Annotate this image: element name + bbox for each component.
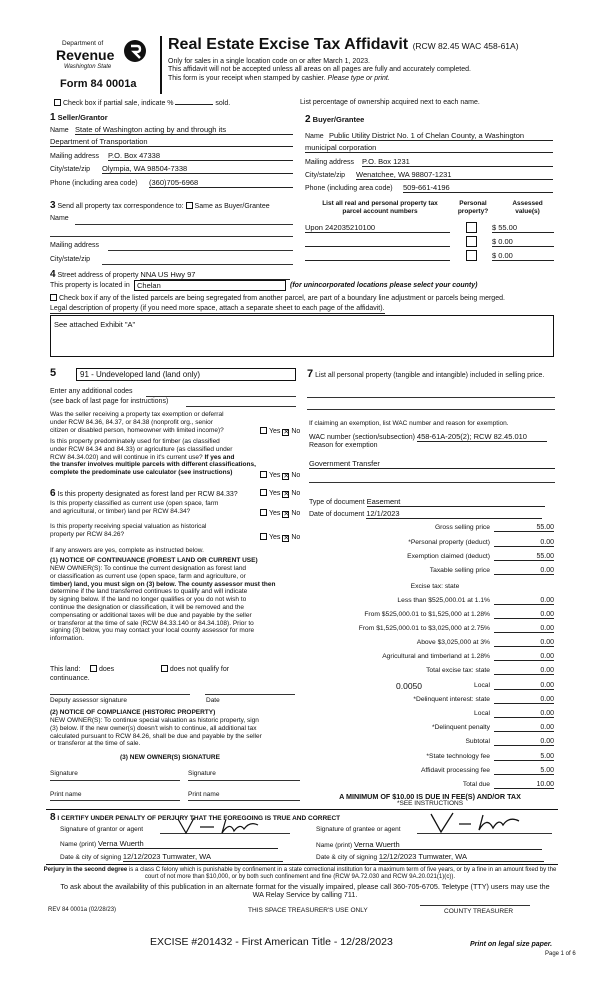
street-address-label: Street address of property — [57, 272, 139, 279]
doc-type-field[interactable]: Easement — [367, 497, 545, 507]
section5-q1-no-label: No — [291, 428, 301, 435]
notice3-title: (3) NEW OWNER(S) SIGNATURE — [120, 754, 220, 761]
section6-q3-answer — [260, 533, 300, 542]
grantor-date-label: Date & city of signing — [60, 854, 122, 861]
seller-name-line2[interactable]: Department of Transportation — [50, 137, 293, 147]
buyer-address-label: Mailing address — [305, 159, 355, 166]
deputy-signature-line[interactable] — [50, 694, 190, 695]
doc-date-row — [309, 509, 542, 519]
section6-q2-yes-checkbox[interactable] — [260, 509, 267, 516]
statute-text: (RCW 82.45 WAC 458-61A) — [412, 41, 519, 51]
fee-amount[interactable]: 0.00 — [494, 724, 554, 732]
land-does-not-checkbox[interactable] — [161, 665, 168, 672]
this-land-row — [50, 665, 229, 674]
additional-codes-note: (see back of last page for instructions) — [50, 398, 169, 405]
parcels-header-col3-a: Assessed — [512, 200, 543, 207]
header-note2: This affidavit will not be accepted unless all areas on all pages are fully and accurately completed. — [168, 66, 471, 74]
fee-label: Exemption claimed (deduct) — [407, 553, 490, 560]
additional-codes-label: Enter any additional codes — [50, 388, 133, 395]
section5-q1 — [50, 411, 280, 434]
grantor-name-row — [60, 839, 278, 849]
seller-address-label: Mailing address — [50, 153, 100, 160]
parcels-header-col1-b: parcel account numbers — [342, 207, 418, 215]
page-number: Page 1 of 6 — [545, 951, 576, 957]
treasurer-space: THIS SPACE TREASURER'S USE ONLY — [248, 907, 368, 914]
fee-amount[interactable]: 5.00 — [494, 753, 554, 761]
section6-q2-answer — [260, 509, 300, 518]
header-note3-b: Please type or print. — [327, 74, 390, 82]
perjury-bold: Perjury in the second degree — [43, 866, 128, 873]
parcel-row-2-value[interactable]: $ 0.00 — [492, 237, 554, 247]
fee-amount[interactable]: 0.00 — [494, 597, 554, 605]
parcels-header-col2-b: property? — [457, 207, 489, 215]
this-land-label: This land: — [50, 666, 81, 673]
fee-amount[interactable]: 55.00 — [494, 553, 554, 561]
fee-label: Subtotal — [465, 738, 490, 745]
section5-q2-answer — [260, 471, 300, 480]
grantor-date-row — [60, 852, 283, 862]
grantee-signature-scribble — [425, 810, 525, 836]
dor-logo — [52, 38, 157, 82]
wac-label: WAC number (section/subsection) — [309, 434, 415, 441]
deputy-signature-label: Deputy assessor signature — [50, 697, 127, 704]
ownership-note: List percentage of ownership acquired next to each name. — [300, 99, 480, 106]
located-in-note: (for unincorporated locations please select your county) — [290, 282, 478, 289]
section3-address-label: Mailing address — [50, 242, 100, 249]
fee-amount[interactable]: 0.00 — [494, 611, 554, 619]
exemption-instructions: If claiming an exemption, list WAC number and reason for exemption. — [309, 420, 509, 427]
parcels-header-col2 — [453, 200, 493, 216]
seller-name-label: Name — [50, 127, 69, 134]
fee-label: Total due — [462, 781, 490, 788]
section5-q2 — [50, 438, 290, 477]
continuance-label: continuance. — [50, 675, 90, 682]
notice2-line: (3) below. If the new owner(s) doesn't wish to continue, all additional tax — [50, 724, 257, 732]
reason-field[interactable]: Government Transfer — [309, 459, 555, 469]
grantor-date-field[interactable]: 12/12/2023 Tumwater, WA — [123, 852, 283, 862]
owner-print-name-label-2: Print name — [188, 791, 220, 798]
section6-q2-a: Is this property classified as current use (open space, farm — [50, 500, 219, 507]
section6-q3-yes-checkbox[interactable] — [260, 533, 267, 540]
section5-q1-yes-checkbox[interactable] — [260, 427, 267, 434]
land-does-not-label: does not qualify for — [169, 666, 230, 673]
section5-q2-b: under RCW 84.34 and 84.33) or agriculture (as classified under — [50, 445, 233, 453]
grantee-date-row — [316, 852, 544, 862]
section3-name-line[interactable] — [75, 224, 293, 225]
agency-line1: Department of — [62, 40, 104, 47]
section6-q3-no-checkbox[interactable]: ✕ — [283, 535, 290, 542]
parcels-header-col3 — [500, 200, 555, 216]
parcel-row-1-number[interactable]: Upon 242035210100 — [305, 223, 450, 233]
deputy-date-line[interactable] — [205, 694, 295, 695]
form-title — [168, 36, 519, 54]
fee-label: Local — [474, 710, 490, 717]
fee-amount[interactable]: 0.00 — [494, 682, 554, 690]
fee-amount[interactable]: 0.00 — [494, 539, 554, 547]
section8-num: 8 — [50, 812, 56, 823]
section6-q2-yes-label: Yes — [269, 510, 281, 517]
section5-q1-yes-label: Yes — [269, 428, 281, 435]
notice2-title: (2) NOTICE OF COMPLIANCE (HISTORIC PROPERTY) — [50, 709, 216, 716]
excise-stamp: EXCISE #201432 - First American Title - 12/28/2023 — [150, 936, 393, 948]
section5-q1-a: Was the seller receiving a property tax exemption or deferral — [50, 411, 224, 418]
section4-num: 4 — [50, 269, 56, 280]
legal-description-label: Legal description of property (if you need more space, attach a separate sheet to each page of the affidavit). — [50, 305, 385, 314]
section6-q2-no-label: No — [291, 510, 301, 517]
grantor-signature-scribble — [170, 815, 265, 837]
fee-label: From $525,000.01 to $1,525,000 at 1.28% — [364, 611, 490, 618]
section5-q2-no-label: No — [291, 472, 301, 479]
section3-name-line2[interactable] — [50, 236, 293, 237]
reason-label: Reason for exemption — [309, 442, 378, 449]
section5-q2-d: If yes and — [204, 453, 235, 461]
parcel-row-3-personal-checkbox[interactable] — [466, 250, 477, 261]
wac-row — [309, 432, 547, 442]
section6-q2-b: and agricultural, or timber) land per RCW 84.34? — [50, 507, 191, 515]
wac-field[interactable]: 458-61A-205(2); RCW 82.45.010 — [417, 432, 547, 442]
buyer-heading — [305, 114, 364, 126]
land-does-label: does — [98, 666, 115, 673]
section6-q3-yes-label: Yes — [269, 534, 281, 541]
fee-amount[interactable]: 0.00 — [494, 696, 554, 704]
partial-sale-percent-field[interactable] — [175, 104, 213, 105]
seller-phone-label: Phone (including area code) — [50, 180, 138, 187]
fee-amount[interactable]: 0.00 — [494, 738, 554, 746]
header-note3 — [168, 75, 548, 83]
deputy-date-label: Date — [206, 697, 220, 704]
owner-signature-line-2[interactable] — [188, 780, 300, 781]
segregated-label: Check box if any of the listed parcels are being segregated from another parcel, are part of a boundary line adjustment or parcels being merged. — [59, 295, 505, 302]
section7-text — [307, 368, 557, 381]
seller-city-label: City/state/zip — [50, 166, 91, 173]
agency-line2: Revenue — [56, 47, 115, 63]
section6-q2-no-checkbox[interactable]: ✕ — [283, 511, 290, 518]
grantee-name-label: Name (print) — [316, 842, 353, 849]
section6-q1 — [50, 488, 238, 500]
parcels-header-col1 — [305, 200, 455, 216]
fee-amount[interactable]: 0.00 — [494, 710, 554, 718]
section3-num: 3 — [50, 200, 56, 211]
partial-sale-label: Check box if partial sale, indicate % — [63, 100, 174, 107]
fee-amount[interactable]: 0.00 — [494, 567, 554, 575]
located-in-select[interactable]: Chelan — [134, 280, 286, 291]
section5-q2-a: Is this property predominately used for timber (as classified — [50, 438, 220, 445]
section6-q3-a: Is this property receiving special valuation as historical — [50, 523, 207, 530]
seller-name-line1[interactable]: State of Washington acting by and through its — [75, 125, 293, 135]
owner-signature-label-1: Signature — [50, 770, 78, 777]
same-as-buyer-label: Same as Buyer/Grantee — [194, 203, 270, 210]
treasurer-line — [420, 905, 530, 906]
title-text: Real Estate Excise Tax Affidavit — [168, 36, 409, 53]
fee-label: *Delinquent penalty — [432, 724, 490, 731]
section5-q1-b: under RCW 84.36, 84.37, or 84.38 (nonprofit org., senior — [50, 418, 213, 426]
parcel-row-3-number[interactable] — [305, 251, 450, 261]
section6-q3-b: property per RCW 84.26? — [50, 530, 125, 538]
local-rate-value: 0.0050 — [396, 681, 422, 691]
section7-num: 7 — [307, 368, 314, 380]
owner-signature-line-1[interactable] — [50, 780, 180, 781]
section6-q1-answer — [260, 489, 300, 498]
fee-amount[interactable]: 0.00 — [494, 653, 554, 661]
fee-label: *Delinquent interest: state — [413, 696, 490, 703]
perjury-text: is a class C felony which is punishable by confinement in a state correctional institution for a maximum term of five years, or by a fine in an amount fixed by the court of not more than $10,000, or by both such confinement and fine (RCW 9A.72.030 and RCW 9A.20.021(1)(c)). — [128, 866, 557, 881]
revision-number: REV 84 0001a (02/28/23) — [48, 907, 117, 913]
grantor-signature-label: Signature of grantor or agent — [60, 826, 144, 833]
header-notes — [168, 58, 548, 83]
section6-q1-no-checkbox[interactable]: ✕ — [283, 491, 290, 498]
section3-label: Send all property tax correspondence to: — [57, 203, 184, 210]
parcel-row-2-number[interactable] — [305, 237, 450, 247]
section3-address-line[interactable] — [108, 250, 293, 251]
seller-phone-field[interactable]: (360)705-6968 — [149, 178, 293, 188]
section5-q2-c-row — [50, 454, 290, 462]
notice1-line: or classification as current use (open space, farm and agriculture, or — [50, 572, 246, 580]
notice1-line: compensating or additional taxes will be due and payable by the seller — [50, 611, 252, 619]
section3-heading — [50, 200, 270, 212]
parcel-row-2-personal-checkbox[interactable] — [466, 236, 477, 247]
section5-q2-yes-checkbox[interactable] — [260, 471, 267, 478]
fee-amount[interactable]: 0.00 — [494, 625, 554, 633]
parcel-row-1-value[interactable]: $ 55.00 — [492, 223, 554, 233]
buyer-city-field[interactable]: Wenatchee, WA 98807-1231 — [356, 170, 553, 180]
fee-label: Taxable selling price — [429, 567, 490, 574]
buyer-address-field[interactable]: P.O. Box 1231 — [362, 157, 553, 167]
alternate-format-notice: To ask about the availability of this publication in an alternate format for the visually impaired, please call 360-705-6705. Teletype (TTY) users may use the WA Relay Service by calling 711. — [60, 882, 550, 900]
buyer-heading-num: 2 — [305, 114, 311, 125]
doc-date-label: Date of document — [309, 511, 365, 518]
reason-line-2[interactable] — [309, 482, 555, 483]
grantee-date-label: Date & city of signing — [316, 854, 378, 861]
grantee-name-field[interactable]: Verna Wuerth — [354, 840, 542, 850]
notice1-line: NEW OWNER(S): To continue the current designation as forest land — [50, 565, 247, 572]
owner-print-line-2[interactable] — [188, 800, 300, 801]
parcel-row-1-personal-checkbox[interactable] — [466, 222, 477, 233]
section6-num: 6 — [50, 488, 56, 499]
notice2-line: calculated pursuant to RCW 84.26, shall be due and payable by the seller — [50, 732, 262, 740]
fee-label: Total excise tax: state — [426, 667, 490, 674]
parcels-header-col2-a: Personal — [459, 200, 487, 207]
buyer-phone-label: Phone (including area code) — [305, 185, 393, 192]
notice1-line: continue the designation or classification, it will be removed and the — [50, 603, 245, 611]
additional-codes-field[interactable] — [146, 396, 296, 397]
section6-q1-yes-label: Yes — [269, 490, 281, 497]
notice1-line: signing (3) below, you may contact your local county assessor for more — [50, 627, 255, 635]
land-does-checkbox[interactable] — [90, 665, 97, 672]
partial-sale-checkbox[interactable] — [54, 99, 61, 106]
buyer-phone-field[interactable]: 509-661-4196 — [403, 183, 553, 193]
grantee-date-field[interactable]: 12/12/2023 Tumwater, WA — [379, 852, 544, 862]
fee-label: Local — [474, 682, 490, 689]
segregated-checkbox[interactable] — [50, 294, 57, 301]
buyer-name-label: Name — [305, 133, 324, 140]
fee-amount[interactable]: 0.00 — [494, 639, 554, 647]
section6-q1-yes-checkbox[interactable] — [260, 489, 267, 496]
fee-amount[interactable]: 0.00 — [494, 667, 554, 675]
form-number: Form 84 0001a — [60, 78, 137, 90]
notice1-body — [50, 565, 300, 643]
notice1-line: determine if the land transferred continues to qualify and will indicate — [50, 588, 248, 596]
section5-q2-f: complete the predominate use calculator (see instructions) — [50, 469, 233, 477]
notice2-line: or transferor at the time of sale. — [50, 740, 141, 748]
section6-q1-no-label: No — [291, 490, 301, 497]
fee-label: Less than $525,000.01 at 1.1% — [397, 597, 490, 604]
buyer-city-label: City/state/zip — [305, 172, 346, 179]
section7-text-a: List all personal property (tangible and intangible) included in selling — [315, 372, 526, 379]
land-use-select[interactable]: 91 - Undeveloped land (land only) — [76, 368, 296, 381]
fee-label: From $1,525,000.01 to $3,025,000 at 2.75% — [358, 625, 490, 632]
fee-label: Affidavit processing fee — [420, 767, 490, 774]
buyer-heading-text: Buyer/Grantee — [312, 115, 365, 124]
doc-date-field[interactable]: 12/1/2023 — [366, 509, 542, 519]
section3-city-label: City/state/zip — [50, 256, 91, 263]
parcel-row-3-value[interactable]: $ 0.00 — [492, 251, 554, 261]
seller-address-field[interactable]: P.O. Box 47338 — [108, 151, 293, 161]
owner-signature-label-2: Signature — [188, 770, 216, 777]
notice1-line: information. — [50, 635, 84, 643]
fee-amount[interactable]: 55.00 — [494, 524, 554, 532]
section6-q3 — [50, 523, 260, 539]
section7-text-b: price. — [527, 372, 545, 379]
partial-sale-row — [54, 99, 230, 108]
fee-amount[interactable]: 5.00 — [494, 767, 554, 775]
doc-type-row — [309, 497, 545, 507]
personal-property-line-2[interactable] — [307, 409, 555, 410]
partial-sale-sold: sold. — [215, 100, 231, 107]
notice1-line: timber) land, you must sign on (3) below. The county assessor must then — [50, 580, 276, 588]
header-note1: Only for sales in a single location code on or after March 1, 2023. — [168, 58, 370, 65]
fee-label: Above $3,025,000 at 3% — [416, 639, 490, 646]
owner-print-name-label-1: Print name — [50, 791, 82, 798]
section6-note: If any answers are yes, complete as instructed below. — [50, 547, 204, 554]
additional-codes-field2[interactable] — [186, 406, 296, 407]
section3-city-line[interactable] — [102, 264, 293, 265]
see-instructions: *SEE INSTRUCTIONS — [396, 800, 464, 807]
header-note3-a: This form is your receipt when stamped by cashier. — [168, 74, 326, 82]
fee-label: *State technology fee — [426, 753, 490, 760]
section3-name-label: Name — [50, 215, 69, 222]
buyer-name-line2[interactable]: municipal corporation — [305, 143, 553, 153]
parcels-header-col3-b: value(s) — [515, 207, 540, 215]
seller-heading — [50, 112, 108, 124]
seller-city-field[interactable]: Olympia, WA 98504-7338 — [102, 164, 293, 174]
notice1-line: by signing below. If the land no longer qualifies or you do not wish to — [50, 596, 247, 604]
legal-description-field[interactable]: See attached Exhibit "A" — [50, 315, 554, 357]
grantee-name-row — [316, 840, 542, 850]
section5-q1-c: citizen or disabled person, homeowner with limited income)? — [50, 426, 224, 434]
section6-q3-no-label: No — [291, 534, 301, 541]
doc-type-label: Type of document — [309, 499, 365, 506]
county-treasurer: COUNTY TREASURER — [444, 908, 514, 915]
agency-line3: Washington State — [64, 64, 112, 70]
segregated-row — [50, 294, 560, 303]
fee-label: *Personal property (deduct) — [408, 539, 490, 546]
perjury-notice — [40, 866, 560, 881]
parcels-header-col1-a: List all real and personal property tax — [322, 200, 438, 207]
grantee-signature-label: Signature of grantee or agent — [316, 826, 401, 833]
seller-heading-num: 1 — [50, 112, 56, 123]
section5-q1-answer — [260, 427, 300, 436]
fee-label: Gross selling price — [434, 524, 490, 531]
owner-print-line-1[interactable] — [50, 800, 180, 801]
located-in-label: This property is located in — [50, 282, 130, 289]
legal-paper-note: Print on legal size paper. — [470, 941, 553, 948]
fee-label: Agricultural and timberland at 1.28% — [382, 653, 490, 660]
same-as-buyer-checkbox[interactable] — [186, 202, 193, 209]
section5-q2-no-checkbox[interactable]: ✕ — [283, 473, 290, 480]
notice2-body — [50, 717, 305, 748]
fee-excise-tax-state-heading: Excise tax: state — [410, 583, 460, 590]
street-address-field[interactable]: NNA US Hwy 97 — [140, 270, 290, 280]
grantor-name-label: Name (print) — [60, 841, 97, 848]
section8-bottom-rule — [46, 864, 558, 865]
section5-q2-c: RCW 84.34.020) and will continue in it's current use? — [50, 453, 203, 461]
grantor-name-field[interactable]: Verna Wuerth — [98, 839, 278, 849]
seller-heading-text: Seller/Grantor — [57, 113, 108, 122]
revenue-logo-icon — [122, 38, 148, 64]
fee-amount[interactable]: 10.00 — [494, 781, 554, 789]
buyer-name-line1[interactable]: Public Utility District No. 1 of Chelan County, a Washington — [329, 131, 553, 141]
minimum-due-notice: A MINIMUM OF $10.00 IS DUE IN FEE(S) AND/OR TAX — [339, 792, 521, 801]
notice1-line: or transferor at the time of sale (RCW 84.33.140 or 84.34.108). Prior to — [50, 619, 254, 627]
header-divider — [160, 36, 162, 94]
section5-q1-no-checkbox[interactable]: ✕ — [283, 429, 290, 436]
section5-num: 5 — [50, 367, 57, 379]
section6-q1-text: Is this property designated as forest land per RCW 84.33? — [57, 491, 238, 498]
section6-q2 — [50, 500, 260, 516]
personal-property-line-1[interactable] — [307, 397, 555, 398]
notice2-line: NEW OWNER(S): To continue special valuation as historic property, sign — [50, 717, 259, 724]
section5-q2-e: the transfer involves multiple parcels with different classifications, — [50, 461, 256, 469]
notice1-title: (1) NOTICE OF CONTINUANCE (FOREST LAND OR CURRENT USE) — [50, 557, 258, 564]
section5-q2-yes-label: Yes — [269, 472, 281, 479]
section8-certify-text: I CERTIFY UNDER PENALTY OF PERJURY THAT THE FOREGOING IS TRUE AND CORRECT — [57, 815, 341, 822]
